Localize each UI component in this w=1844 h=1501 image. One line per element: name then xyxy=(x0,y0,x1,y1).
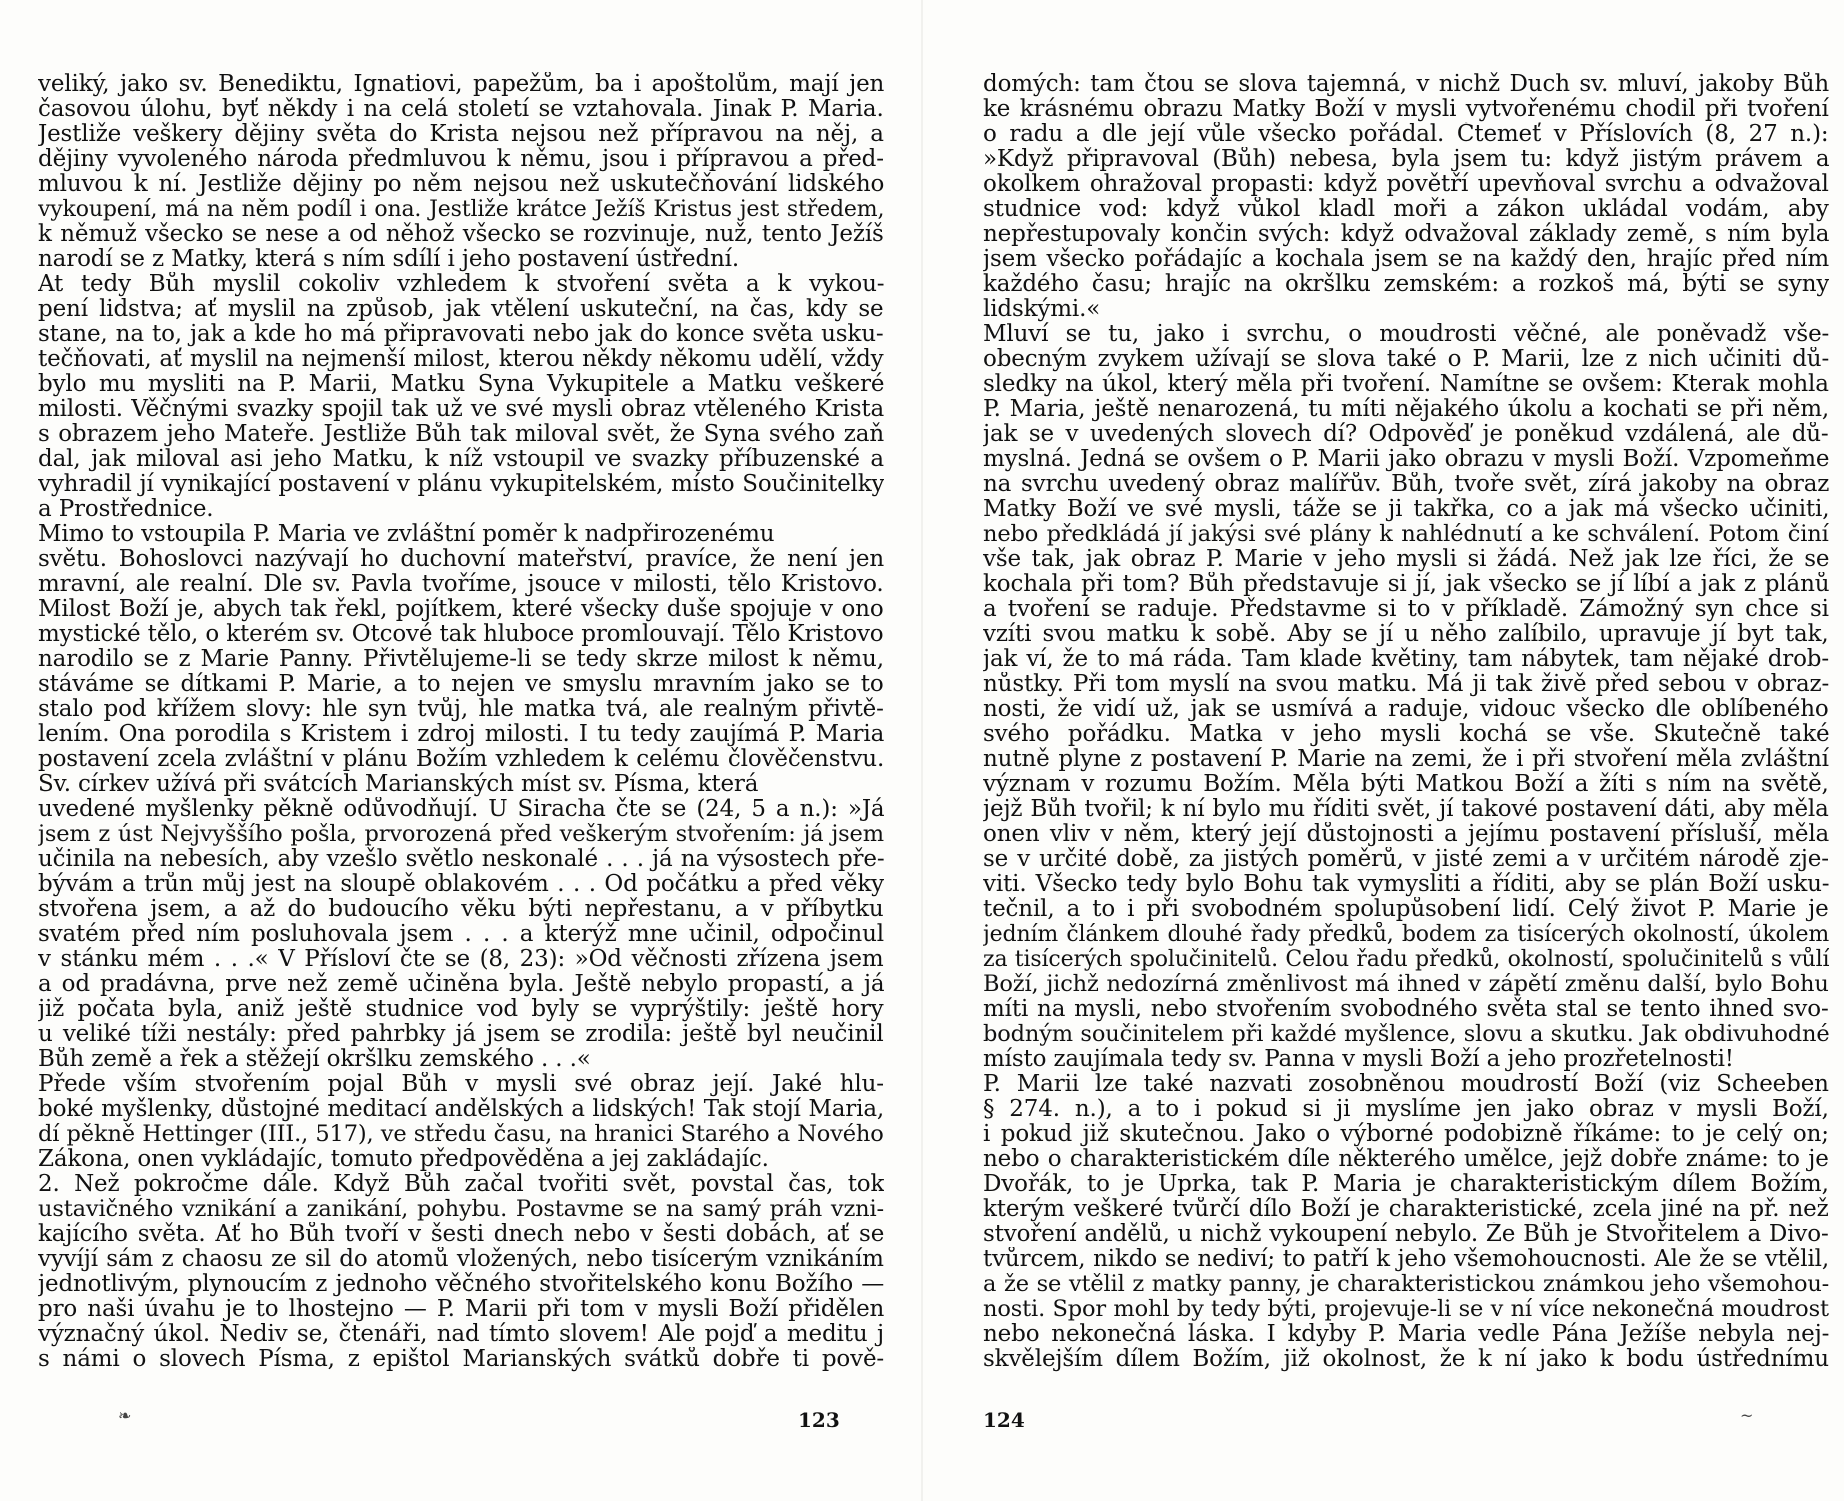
text-line: u veliké tíži nestály: před pahrbky já jsem se zrodila: ještě byl neučinil xyxy=(38,1022,884,1047)
text-line: bylo mu mysliti na P. Marii, Matku Syna Vykupitele a Matku veškeré xyxy=(38,372,884,397)
left-page-number: 123 xyxy=(798,1408,840,1432)
text-line: obecným zvykem užívají se slova také o P. Marii, lze z nich učiniti dů- xyxy=(983,347,1829,372)
text-line: narodilo se z Marie Panny. Přivtělujeme-li se tedy skrze milost k němu, xyxy=(38,647,884,672)
text-line: dal, jak miloval asi jeho Matku, k níž vstoupil ve svazky příbuzenské a xyxy=(38,447,884,472)
right-page-text xyxy=(983,72,1829,1372)
text-line: Bůh země a řek a stěžejí okršlku zemského . . .« xyxy=(38,1047,591,1072)
text-line: Zákona, onen vykládajíc, tomuto předpověděna a jej zakládajíc. xyxy=(38,1147,769,1172)
text-line: mluvou k ní. Jestliže dějiny po něm nejsou než uskutečňování lidského xyxy=(38,172,884,197)
text-line: mravní, ale realní. Dle sv. Pavla tvoříme, jsouce v milosti, tělo Kristovo. xyxy=(38,572,884,597)
text-line: již počata byla, aniž ještě studnice vod byly se vyprýštily: ještě hory xyxy=(38,997,884,1022)
text-line: Dvořák, to je Úprka, tak P. Maria je charakteristickým dílem Božím, xyxy=(983,1172,1829,1197)
text-line: mystické tělo, o kterém sv. Otcové tak hluboce promlouvají. Tělo Kristovo xyxy=(38,622,884,647)
text-line: svého pořádku. Matka v jeho mysli kochá se vše. Skutečně také xyxy=(983,722,1829,747)
text-line: bývám a trůn můj jest na sloupě oblakovém . . . Od počátku a před věky xyxy=(38,872,884,897)
text-line: každého času; hrajíc na okršlku zemském: a rozkoš má, býti se syny xyxy=(983,272,1829,297)
text-line: tečnil, a to i při svobodném spolupůsobení lidí. Celý život P. Marie je xyxy=(983,897,1829,922)
text-line: tvůrcem, nikdo se nediví; to patří k jeho všemohoucnosti. Ale že se vtělil, xyxy=(983,1247,1829,1272)
text-line: význam v rozumu Božím. Měla býti Matkou Boží a žíti s ním na světě, xyxy=(983,772,1829,797)
text-line: nutně plyne z postavení P. Marie na zemi, že i při stvoření měla zvláštní xyxy=(983,747,1829,772)
text-line: ustavičného vznikání a zanikání, pohybu. Postavme se na samý práh vzni- xyxy=(38,1197,884,1222)
text-line: okolkem ohražoval propasti: když povětří upevňoval svrchu a odvažoval xyxy=(983,172,1829,197)
text-line: a Prostřednice. xyxy=(38,497,214,522)
text-line: bodným součinitelem při každé myšlence, slovu a skutku. Jak obdivuhodné xyxy=(983,1022,1829,1047)
text-line: k němuž všecko se nese a od něhož všecko se rozvinuje, nuž, tento Ježíš xyxy=(38,222,884,247)
right-page xyxy=(922,0,1844,1501)
text-line: se v určité době, za jistých poměrů, v jisté zemi a v určitém národě zje- xyxy=(983,847,1829,872)
text-line: Mluví se tu, jako i svrchu, o moudrosti věčné, ale poněvadž vše- xyxy=(983,322,1829,347)
text-line: nebo nekonečná láska. I kdyby P. Maria vedle Pána Ježíše nebyla nej- xyxy=(983,1322,1829,1347)
text-line: lidskými.« xyxy=(983,297,1101,322)
text-line: uvedené myšlenky pěkně odůvodňují. U Siracha čte se (24, 5 a n.): »Já xyxy=(38,797,884,822)
right-page-number: 124 xyxy=(983,1408,1025,1432)
text-line: a že se vtělil z matky panny, je charakteristickou známkou jeho všemohou- xyxy=(983,1272,1829,1297)
text-line: At tedy Bůh myslil cokoliv vzhledem k stvoření světa a k vykou- xyxy=(38,272,884,297)
text-line: s obrazem jeho Mateře. Jestliže Bůh tak miloval svět, že Syna svého zaň xyxy=(38,422,884,447)
text-line: § 274. n.), a to i pokud si ji myslíme jen jako obraz v mysli Boží, xyxy=(983,1097,1829,1122)
text-line: s námi o slovech Písma, z epištol Marianských svátků dobře ti pově- xyxy=(38,1347,884,1372)
text-line: Přede vším stvořením pojal Bůh v mysli své obraz její. Jaké hlu- xyxy=(38,1072,884,1097)
text-line: učinila na nebesích, aby vzešlo světlo neskonalé . . . já na výsostech pře- xyxy=(38,847,884,872)
text-line: stalo pod křížem slovy: hle syn tvůj, hle matka tvá, ale realným přivtě- xyxy=(38,697,884,722)
text-line: sledky na úkol, který měla při tvoření. Namítne se ovšem: Kterak mohla xyxy=(983,372,1829,397)
text-line: tečňovati, ať myslil na nejmenší milost, kterou někdy někomu udělí, vždy xyxy=(38,347,884,372)
text-line: o radu a dle její vůle všecko pořádal. Čtemeť v Příslovích (8, 27 n.): xyxy=(983,122,1829,147)
text-line: postavení zcela zvláštní v plánu Božím vzhledem k celému člověčenstvu. xyxy=(38,747,884,772)
left-page-text xyxy=(38,72,884,1372)
right-page-mark: ~ xyxy=(1740,1406,1754,1425)
text-line: pení lidstva; ať myslil na způsob, jak vtělení uskuteční, na čas, kdy se xyxy=(38,297,884,322)
text-line: jsem všecko pořádajíc a kochala jsem se na každý den, hrajíc před ním xyxy=(983,247,1829,272)
text-line: veliký, jako sv. Benediktu, Ignatiovi, papežům, ba i apoštolům, mají jen xyxy=(38,72,884,97)
text-line: za tisícerých spolučinitelů. Celou řadu předků, okolností, spolučinitelů s vůlí xyxy=(983,947,1829,972)
text-line: Matky Boží ve své mysli, táže se ji takřka, co a jak má všecko učiniti, xyxy=(983,497,1829,522)
text-line: vykoupení, má na něm podíl i ona. Jestliže krátce Ježíš Kristus jest středem, xyxy=(38,197,884,222)
text-line: domých: tam čtou se slova tajemná, v nichž Duch sv. mluví, jakoby Bůh xyxy=(983,72,1829,97)
text-line: stáváme se dítkami P. Marie, a to nejen ve smyslu mravním jako se to xyxy=(38,672,884,697)
text-line: v stánku mém . . .« V Přísloví čte se (8, 23): »Od věčnosti zřízena jsem xyxy=(38,947,884,972)
text-line: vyvíjí sám z chaosu ze sil do atomů vložených, nebo tisícerým vznikáním xyxy=(38,1247,884,1272)
text-line: míti na mysli, nebo stvořením svobodného světa stal se tento ihned svo- xyxy=(983,997,1829,1022)
text-line: boké myšlenky, důstojné meditací andělských a lidských! Tak stojí Maria, xyxy=(38,1097,884,1122)
text-line: narodí se z Matky, která s ním sdílí i jeho postavení ústřední. xyxy=(38,247,740,272)
text-line: 2. Než pokročme dále. Když Bůh začal tvořiti svět, povstal čas, tok xyxy=(38,1172,884,1197)
text-line: Jestliže veškery dějiny světa do Krista nejsou než přípravou na něj, a xyxy=(38,122,884,147)
text-line: vše tak, jak obraz P. Marie v jeho mysli si žádá. Než jak lze říci, že se xyxy=(983,547,1829,572)
text-line: dějiny vyvoleného národa předmluvou k němu, jsou i přípravou a před- xyxy=(38,147,884,172)
text-line: nosti, že vidí už, jak se usmívá a raduje, vidouc všecko dle oblíbeného xyxy=(983,697,1829,722)
text-line: jejž Bůh tvořil; k ní bylo mu říditi svět, jí takové postavení dáti, aby měla xyxy=(983,797,1829,822)
text-line: kterým veškeré tvůrčí dílo Boží je charakteristické, zcela jiné na př. než xyxy=(983,1197,1829,1222)
text-line: studnice vod: když vůkol kladl moři a zákon ukládal vodám, aby xyxy=(983,197,1829,222)
text-line: nůstky. Při tom myslí na svou matku. Má ji tak živě před sebou v obraz- xyxy=(983,672,1829,697)
text-line: dí pěkně Hettinger (III., 517), ve středu času, na hranici Starého a Nového xyxy=(38,1122,884,1147)
text-line: ke krásnému obrazu Matky Boží v mysli vytvořenému chodil při tvoření xyxy=(983,97,1829,122)
text-line: pro naši úvahu je to lhostejno — P. Marii při tom v mysli Boží přidělen xyxy=(38,1297,884,1322)
left-page-mark: ❧ xyxy=(118,1406,132,1425)
text-line: i pokud již skutečnou. Jako o výborné podobizně říkáme: to je celý on; xyxy=(983,1122,1829,1147)
text-line: myslná. Jedná se ovšem o P. Marii jako obrazu v mysli Boží. Vzpomeňme xyxy=(983,447,1829,472)
text-line: P. Maria, ještě nenarozená, tu míti nějakého úkolu a kochati se při něm, xyxy=(983,397,1829,422)
text-line: stvořena jsem, a až do budoucího věku býti nepřestanu, a v příbytku xyxy=(38,897,884,922)
text-line: jak ví, že to má ráda. Tam klade květiny, tam nábytek, tam nějaké drob- xyxy=(983,647,1829,672)
text-line: význačný úkol. Nediv se, čtenáři, nad tímto slovem! Ale pojď a meditu j xyxy=(38,1322,884,1347)
text-line: nosti. Spor mohl by tedy býti, projevuje-li se v ní více nekonečná moudrost xyxy=(983,1297,1829,1322)
text-line: nebo o charakteristickém díle některého umělce, jejž dobře známe: to je xyxy=(983,1147,1829,1172)
text-line: a tvoření se raduje. Představme si to v příkladě. Zámožný syn chce si xyxy=(983,597,1829,622)
text-line: kajícího světa. Ať ho Bůh tvoří v šesti dnech nebo v šesti dobách, ať se xyxy=(38,1222,884,1247)
text-line: Boží, jichž nedozírná změnlivost má ihned v zápětí změnu další, bylo Bohu xyxy=(983,972,1829,997)
text-line: viti. Všecko tedy bylo Bohu tak vymysliti a říditi, aby se plán Boží usku- xyxy=(983,872,1829,897)
text-line: Sv. církev užívá při svátcích Marianských míst sv. Písma, která xyxy=(38,772,759,797)
text-line: »Když připravoval (Bůh) nebesa, byla jsem tu: když jistým právem a xyxy=(983,147,1829,172)
text-line: Milost Boží je, abych tak řekl, pojítkem, které všecky duše spojuje v ono xyxy=(38,597,884,622)
text-line: jednotlivým, plynoucím z jednoho věčného stvořitelského konu Božího — xyxy=(38,1272,884,1297)
text-line: jedním článkem dlouhé řady předků, bodem za tisícerých okolností, úkolem xyxy=(983,922,1829,947)
text-line: vzíti svou matku k sobě. Aby se jí u něho zalíbilo, upravuje jí byt tak, xyxy=(983,622,1829,647)
text-line: vyhradil jí vynikající postavení v plánu vykupitelském, místo Součinitelky xyxy=(38,472,884,497)
text-line: skvělejším dílem Božím, již okolnost, že k ní jako k bodu ústřednímu xyxy=(983,1347,1829,1372)
text-line: časovou úlohu, byť někdy i na celá století se vztahovala. Jinak P. Maria. xyxy=(38,97,884,122)
text-line: P. Marii lze také nazvati zosobněnou moudrostí Boží (viz Scheeben xyxy=(983,1072,1829,1097)
text-line: kochala při tom? Bůh představuje si jí, jak všecko se jí líbí a jak z plánů xyxy=(983,572,1829,597)
text-line: stane, na to, jak a kde ho má připravovati nebo jak do konce světa usku- xyxy=(38,322,884,347)
text-line: jsem z úst Nejvyššího pošla, prvorozená před veškerým stvořením: já jsem xyxy=(38,822,884,847)
text-line: milosti. Věčnými svazky spojil tak už ve své mysli obraz vtěleného Krista xyxy=(38,397,884,422)
text-line: jak se v uvedených slovech dí? Odpověď je poněkud vzdálená, ale dů- xyxy=(983,422,1829,447)
text-line: svatém před ním posluhovala jsem . . . a kterýž mne učinil, odpočinul xyxy=(38,922,884,947)
text-line: lením. Ona porodila s Kristem i zdroj milosti. I tu tedy zaujímá P. Maria xyxy=(38,722,884,747)
text-line: na svrchu uvedený obraz malířův. Bůh, tvoře svět, zírá jakoby na obraz xyxy=(983,472,1829,497)
text-line: nebo předkládá jí jakýsi své plány k nahlédnutí a ke schválení. Potom činí xyxy=(983,522,1829,547)
text-line: nepřestupovaly končin svých: když odvažoval základy země, s ním byla xyxy=(983,222,1829,247)
text-line: a od pradávna, prve než země učiněna byla. Ještě nebylo propastí, a já xyxy=(38,972,884,997)
text-line: světu. Bohoslovci nazývají ho duchovní mateřství, pravíce, že není jen xyxy=(38,547,884,572)
text-line: Mimo to vstoupila P. Maria ve zvláštní poměr k nadpřirozenému xyxy=(38,522,775,547)
text-line: onen vliv v něm, který její důstojnosti a jejímu postavení přísluší, měla xyxy=(983,822,1829,847)
text-line: místo zaujímala tedy sv. Panna v mysli Boží a jeho prozřetelnosti! xyxy=(983,1047,1734,1072)
text-line: stvoření andělů, u nichž vykoupení nebylo. Že Bůh je Stvořitelem a Divo- xyxy=(983,1222,1829,1247)
